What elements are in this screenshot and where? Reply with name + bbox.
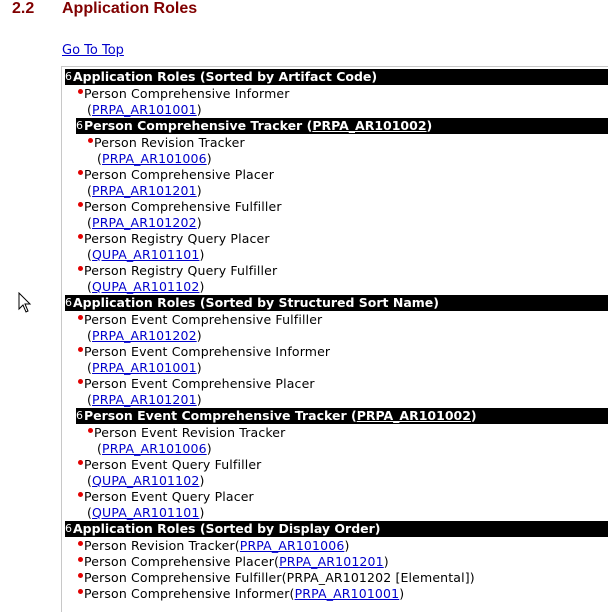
list-item: Person Comprehensive Placer (78, 167, 274, 183)
list-item-code: (PRPA_AR101006) (97, 151, 212, 166)
bullet-icon (78, 347, 83, 352)
section-heading (12, 0, 197, 18)
bullet-icon (78, 557, 83, 562)
bullet-icon (78, 492, 83, 497)
artifact-link[interactable]: PRPA_AR101202 (92, 328, 197, 343)
list-item: Person Event Comprehensive Placer (78, 376, 315, 392)
list-item: Person Registry Query Placer (78, 231, 270, 247)
artifact-link[interactable]: QUPA_AR101101 (92, 505, 200, 520)
artifact-link[interactable]: QUPA_AR101102 (92, 473, 200, 488)
artifact-link[interactable]: PRPA_AR101202 (92, 215, 197, 230)
list-item: Person Event Query Placer (78, 489, 254, 505)
go-to-top-link[interactable]: Go To Top (62, 43, 124, 58)
bullet-icon (88, 138, 93, 143)
expand-toggle-icon[interactable]: 6 (76, 119, 83, 132)
artifact-link[interactable]: PRPA_AR101006 (239, 538, 345, 553)
list-item: Person Comprehensive Placer(PRPA_AR101201) (78, 554, 389, 570)
artifact-link[interactable]: PRPA_AR101001 (92, 102, 197, 117)
section-number: 2.2 (12, 0, 35, 17)
mouse-cursor-icon (18, 292, 32, 314)
tracker-header[interactable]: 6Person Comprehensive Tracker (PRPA_AR101002) (76, 118, 608, 134)
section-title: Application Roles (62, 0, 198, 17)
list-item-code: (QUPA_AR101102) (87, 473, 205, 488)
list-item: Person Revision Tracker (88, 135, 245, 151)
list-item: Person Comprehensive Informer (78, 86, 290, 102)
bullet-icon (78, 266, 83, 271)
artifact-link[interactable]: PRPA_AR101201 (279, 554, 384, 569)
section2-header[interactable]: 6Application Roles (Sorted by Structured Sort Name) (65, 295, 608, 311)
list-item-code: (PRPA_AR101201) (87, 183, 202, 198)
bullet-icon (78, 170, 83, 175)
artifact-link[interactable]: PRPA_AR101001 (92, 360, 197, 375)
tracker-header[interactable]: 6Person Event Comprehensive Tracker (PRPA_AR101002) (76, 408, 608, 424)
list-item: Person Event Comprehensive Fulfiller (78, 312, 322, 328)
list-item-code: (PRPA_AR101006) (97, 441, 212, 456)
bullet-icon (88, 428, 93, 433)
bullet-icon (78, 541, 83, 546)
artifact-link[interactable]: PRPA_AR101001 (294, 586, 400, 601)
bullet-icon (78, 89, 83, 94)
list-item: Person Comprehensive Informer(PRPA_AR101001) (78, 586, 404, 602)
bullet-icon (78, 460, 83, 465)
expand-toggle-icon[interactable]: 6 (65, 522, 72, 535)
list-item: Person Event Revision Tracker (88, 425, 285, 441)
list-item: Person Event Query Fulfiller (78, 457, 261, 473)
expand-toggle-icon[interactable]: 6 (65, 296, 72, 309)
section1-header[interactable]: 6Application Roles (Sorted by Artifact Code) (65, 69, 608, 85)
bullet-icon (78, 379, 83, 384)
artifact-link[interactable]: PRPA_AR101006 (102, 151, 207, 166)
expand-toggle-icon[interactable]: 6 (65, 70, 72, 83)
artifact-link[interactable]: QUPA_AR101101 (92, 247, 200, 262)
list-item-code: (QUPA_AR101101) (87, 505, 205, 520)
list-item: Person Revision Tracker(PRPA_AR101006) (78, 538, 349, 554)
artifact-link[interactable]: PRPA_AR101006 (102, 441, 207, 456)
bullet-icon (78, 315, 83, 320)
expand-toggle-icon[interactable]: 6 (76, 409, 83, 422)
list-item-code: (PRPA_AR101201) (87, 392, 202, 407)
list-item-code: (QUPA_AR101101) (87, 247, 205, 262)
list-item: Person Registry Query Fulfiller (78, 263, 277, 279)
list-item: Person Comprehensive Fulfiller (78, 199, 282, 215)
list-item: Person Comprehensive Fulfiller(PRPA_AR101202 [Elemental]) (78, 570, 475, 586)
artifact-link[interactable]: PRPA_AR101002 (312, 118, 427, 133)
artifact-link[interactable]: QUPA_AR101102 (92, 279, 200, 294)
list-item-code: (PRPA_AR101001) (87, 102, 202, 117)
artifact-link[interactable]: PRPA_AR101201 (92, 183, 197, 198)
list-item-code: (PRPA_AR101202) (87, 215, 202, 230)
artifact-link[interactable]: PRPA_AR101002 (356, 408, 471, 423)
list-item-code: (QUPA_AR101102) (87, 279, 205, 294)
list-item-code: (PRPA_AR101202) (87, 328, 202, 343)
bullet-icon (78, 202, 83, 207)
roles-panel (61, 66, 608, 612)
bullet-icon (78, 589, 83, 594)
list-item: Person Event Comprehensive Informer (78, 344, 330, 360)
artifact-link[interactable]: PRPA_AR101201 (92, 392, 197, 407)
bullet-icon (78, 573, 83, 578)
list-item-code: (PRPA_AR101001) (87, 360, 202, 375)
section3-header[interactable]: 6Application Roles (Sorted by Display Order) (65, 521, 608, 537)
bullet-icon (78, 234, 83, 239)
